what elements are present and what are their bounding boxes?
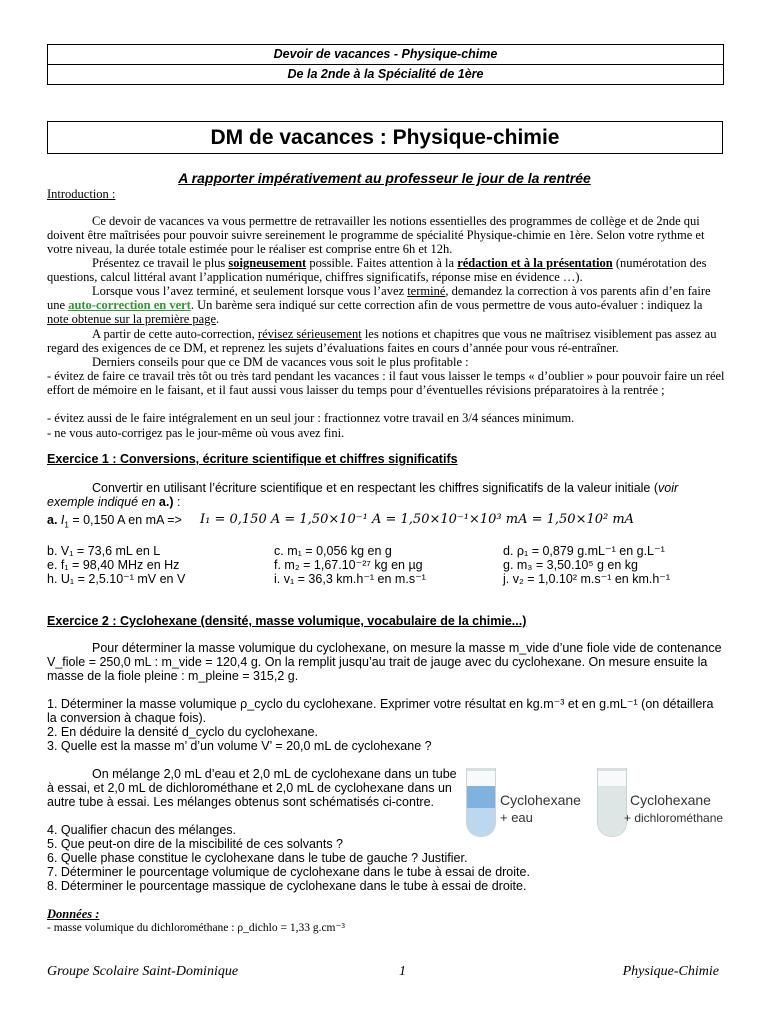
left-tube-label-2: + eau [500, 810, 533, 825]
item-a-label: a. [47, 513, 58, 527]
doc-header-line2: De la 2nde à la Spécialité de 1ère [48, 64, 723, 84]
items-row [47, 558, 727, 572]
data-heading: Données : [47, 907, 100, 921]
ex1-instr-colon: : [173, 495, 181, 509]
ex1-instr-bold: a.) [155, 495, 174, 509]
exercise-2-question-4: 4. Qualifier chacun des mélanges. [47, 823, 236, 837]
exercise-2-mix-text: On mélange 2,0 mL d’eau et 2,0 mL de cyclohexane dans un tube à essai, et 2,0 mL de dichlorométhane et 2,0 mL de cyclohexane dans un autre tube à essai. Les mélanges obtenus sont schématisés ci-contre. [47, 767, 457, 809]
doc-header-box [47, 44, 724, 85]
exercise-2-question-8: 8. Déterminer le pourcentage massique de cyclohexane dans le tube à essai de droite. [47, 879, 527, 893]
intro-paragraph-2 [47, 256, 725, 284]
exercise-2-question-2: 2. En déduire la densité d_cyclo du cyclohexane. [47, 725, 319, 739]
intro-p2-emph: soigneusement [228, 256, 307, 270]
exercise-2-question-6: 6. Quelle phase constitue le cyclohexane dans le tube de gauche ? Justifier. [47, 851, 468, 865]
left-tube-label-1: Cyclohexane [500, 792, 581, 808]
right-tube-label-2: + dichlorométhane [624, 811, 724, 825]
intro-p3-text3: . Un barème sera indiqué sur cette correction afin de vous permettre de vous auto-évaluer : indiquez la [190, 298, 703, 312]
right-tube-label-1: Cyclohexane [630, 792, 711, 808]
exercise-2-question-1: 1. Déterminer la masse volumique ρ_cyclo du cyclohexane. Exprimer votre résultat en kg.m⁻³ et en g.mL⁻¹ (on détaillera la conversion à chaque fois). [47, 697, 714, 725]
doc-header-line1: Devoir de vacances - Physique-chime [273, 47, 498, 61]
intro-bullet-3: - ne vous auto-corrigez pas le jour-même où vous avez fini. [47, 426, 345, 440]
data-line: - masse volumique du dichlorométhane : ρ_dichlo = 1,33 g.cm⁻³ [47, 922, 346, 934]
item-f: f. m₂ = 1,67.10⁻²⁷ kg en µg [274, 558, 423, 572]
intro-bullet-2: - évitez aussi de le faire intégralement en un seul jour : fractionnez votre travail en 3/4 séances minimum. [47, 411, 575, 425]
exercise-2-intro: Pour déterminer la masse volumique du cyclohexane, on mesure la masse m_vide d’une fiole vide de contenance V_fiole = 250,0 mL : m_vide = 120,4 g. On la remplit jusqu’au trait de jauge avec du cyclohexane. On mesure ensuite la masse de la fiole pleine : m_pleine = 315,2 g. [47, 641, 722, 683]
intro-p3-emph2: note obtenue sur la première page [47, 312, 217, 326]
page-title: DM de vacances : Physique-chimie [47, 121, 723, 154]
exercise-2-question-7: 7. Déterminer le pourcentage volumique de cyclohexane dans le tube à essai de droite. [47, 865, 530, 879]
item-b: b. V₁ = 73,6 mL en L [47, 544, 161, 558]
exercise-2-question-5: 5. Que peut-on dire de la miscibilité de ces solvants ? [47, 837, 343, 851]
item-h: h. U₁ = 2,5.10⁻¹ mV en V [47, 572, 186, 586]
intro-p4-emph: révisez sérieusement [257, 327, 362, 341]
exercise-1-instructions [47, 481, 725, 509]
exercise-1-item-a: a. $I_1 = 0,150$ A en mA => [47, 513, 182, 530]
footer-school: Groupe Scolaire Saint-Dominique [47, 964, 239, 979]
intro-p3-green: auto-correction en vert [68, 298, 191, 312]
exercise-2-heading: Exercice 2 : Cyclohexane (densité, masse volumique, vocabulaire de la chimie...) [47, 614, 527, 628]
exercise-2-question-3: 3. Quelle est la masse m’ d’un volume V’ = 20,0 mL de cyclohexane ? [47, 739, 432, 753]
item-d: d. ρ₁ = 0,879 g.mL⁻¹ en g.L⁻¹ [503, 544, 665, 558]
items-row [47, 572, 727, 586]
item-j: j. v₂ = 1,0.10² m.s⁻¹ en km.h⁻¹ [503, 572, 671, 586]
footer-page-number: 1 [399, 964, 406, 979]
exercise-1-heading: Exercice 1 : Conversions, écriture scientifique et chiffres significatifs [47, 452, 458, 466]
intro-p3-text: Lorsque vous l’avez terminé, et seulement lorsque vous l’avez [92, 284, 408, 298]
item-e: e. f₁ = 98,40 MHz en Hz [47, 558, 180, 572]
intro-p3-end: . [216, 312, 220, 326]
ex1-instr-italic: voir exemple indiqué en [47, 481, 679, 509]
intro-p2-emph2: rédaction et à la présentation [457, 256, 613, 270]
intro-heading: Introduction : [47, 187, 116, 201]
item-i: i. v₁ = 36,3 km.h⁻¹ en m.s⁻¹ [274, 572, 426, 586]
intro-p4-text2: les notions et chapitres que vous ne maîtrisez visiblement pas assez au regard des exigences de ce DM, et reprenez les sujets d’évaluations faites en cours d’année pour vous ré-entraîner. [47, 327, 717, 355]
intro-paragraph-4 [47, 327, 725, 355]
water-layer [467, 786, 495, 808]
intro-p2-text2: possible. Faites attention à la [306, 256, 458, 270]
intro-bullet-1: - évitez de faire ce travail très tôt ou très tard pendant les vacances : il faut vous laisser le temps « d’oublier » pour pouvoir faire un réel effort de mémoire en le faisant, et il faut aussi vous laisser du temps pour d’éventuelles révisions préparatoires à la rentrée ; [47, 369, 725, 397]
intro-paragraph-1: Ce devoir de vacances va vous permettre de retravailler les notions essentielles des programmes de collège et de 2nde qui doivent être maîtrisées pour pouvoir suivre sereinement le programme de spécialité Physique-chimie en 1ère. Selon votre rythme et votre niveau, la durée totale estimée pour le réaliser est comprise entre 6h et 12h. [47, 214, 705, 256]
intro-p4-text: A partir de cette auto-correction, [92, 327, 258, 341]
item-a-text: = 0,150 A en mA => [68, 513, 182, 527]
item-c: c. m₁ = 0,056 kg en g [274, 544, 392, 558]
footer-subject: Physique-Chimie [622, 964, 719, 979]
intro-p2-text: Présentez ce travail le plus [92, 256, 229, 270]
exercise-1-example-math: I₁ = 0,150 A = 1,50×10⁻¹ A = 1,50×10⁻¹×10³ mA = 1,50×10² mA [200, 512, 635, 527]
intro-paragraph-3 [47, 284, 725, 326]
items-row [47, 544, 727, 558]
intro-p3-text2: , demandez la correction à vos parents afin d’en faire une [47, 284, 711, 312]
exercise-1-items [47, 544, 727, 586]
intro-paragraph-5: Derniers conseils pour que ce DM de vacances vous soit le plus profitable : [92, 355, 469, 369]
intro-p2-text3: (numérotation des questions, calcul littéral avant l’application numérique, chiffres significatifs, réponse mise en évidence …). [47, 256, 707, 284]
page-subtitle: A rapporter impérativement au professeur le jour de la rentrée [178, 170, 591, 186]
intro-p3-emph: terminé [407, 284, 446, 298]
item-g: g. m₃ = 3,50.10⁵ g en kg [503, 558, 639, 572]
ex1-instr-text: Convertir en utilisant l’écriture scientifique et en respectant les chiffres significatifs de la valeur initiale ( [92, 481, 659, 495]
